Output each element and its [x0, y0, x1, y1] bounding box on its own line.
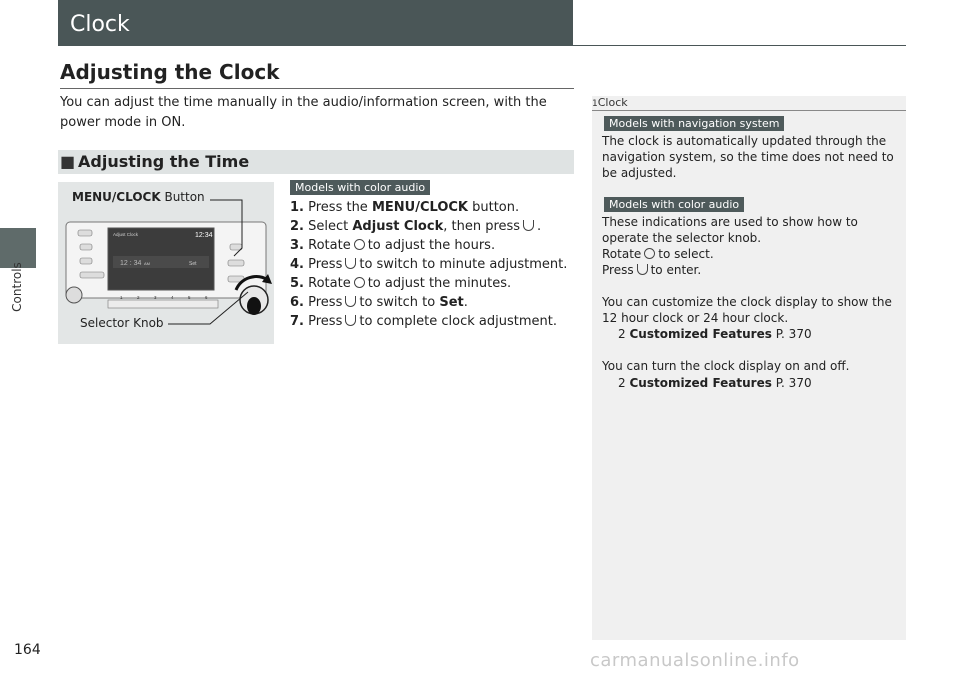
- customized-features-link-2[interactable]: 2 Customized Features P. 370: [618, 376, 812, 390]
- section-rule: [60, 88, 574, 89]
- onoff-note: You can turn the clock display on and off.: [602, 359, 850, 373]
- step-1: 1. Press the MENU/CLOCK button.: [290, 200, 520, 215]
- step-3: 3. Rotate to adjust the hours.: [290, 238, 496, 253]
- customize-note: You can customize the clock display to show the 12 hour clock or 24 hour clock.: [602, 295, 892, 325]
- menu-clock-callout: MENU/CLOCK Button: [72, 190, 205, 204]
- page-title: Clock: [70, 12, 130, 37]
- step-6: 6. Press to switch to Set.: [290, 295, 468, 310]
- step-7: 7. Press to complete clock adjustment.: [290, 314, 557, 329]
- model-badge-color-audio-panel: Models with color audio: [604, 197, 744, 212]
- preset-1: 1: [120, 295, 123, 300]
- preset-5: 5: [188, 295, 191, 300]
- press-note: Press to enter.: [602, 263, 702, 277]
- press-icon: [345, 258, 356, 269]
- model-badge-navigation: Models with navigation system: [604, 116, 784, 131]
- step-2: 2. Select Adjust Clock, then press .: [290, 219, 542, 234]
- rotate-note: Rotate to select.: [602, 247, 714, 261]
- section-label: Controls: [10, 262, 24, 312]
- screen-set: Set: [189, 261, 197, 267]
- step-5: 5. Rotate to adjust the minutes.: [290, 276, 512, 291]
- panel-rule: [592, 110, 906, 111]
- screen-time: 12 : 34: [120, 260, 142, 267]
- rotate-icon: [354, 277, 365, 288]
- preset-2: 2: [137, 295, 140, 300]
- notes-panel: [592, 96, 906, 640]
- step-4: 4. Press to switch to minute adjustment.: [290, 257, 568, 272]
- selector-knob-callout: Selector Knob: [80, 316, 164, 330]
- screen-clock: 12:34: [195, 232, 213, 239]
- press-icon: [523, 220, 534, 231]
- title-rule: [573, 45, 906, 46]
- nav-note: The clock is automatically updated through the navigation system, so the time does not need to be adjusted.: [602, 134, 894, 180]
- preset-4: 4: [171, 295, 174, 300]
- press-icon: [345, 296, 356, 307]
- steps-list: [290, 198, 567, 331]
- subsection-bullet: ■: [60, 152, 76, 171]
- preset-3: 3: [154, 295, 157, 300]
- rotate-icon: [644, 248, 655, 259]
- preset-6: 6: [205, 295, 208, 300]
- page-title-bar: [58, 0, 573, 46]
- model-badge-color-audio: Models with color audio: [290, 180, 430, 195]
- panel-heading: 1Clock: [592, 96, 628, 109]
- color-audio-note: These indications are used to show how to operate the selector knob.: [602, 215, 858, 245]
- section-heading: Adjusting the Clock: [60, 60, 280, 84]
- screen-ampm: AM: [144, 261, 150, 266]
- watermark: carmanualsonline.info: [590, 650, 800, 671]
- press-icon: [345, 315, 356, 326]
- subsection-heading: Adjusting the Time: [78, 152, 250, 171]
- press-icon: [637, 264, 648, 275]
- subsection-bar: [58, 150, 574, 174]
- screen-title: Adjust Clock: [113, 232, 139, 237]
- page-number: 164: [14, 642, 41, 658]
- customized-features-link-1[interactable]: 2 Customized Features P. 370: [618, 327, 812, 341]
- audio-unit-figure: [58, 182, 274, 344]
- rotate-icon: [354, 239, 365, 250]
- intro-text: You can adjust the time manually in the audio/information screen, with the power mode in ON.: [60, 95, 547, 130]
